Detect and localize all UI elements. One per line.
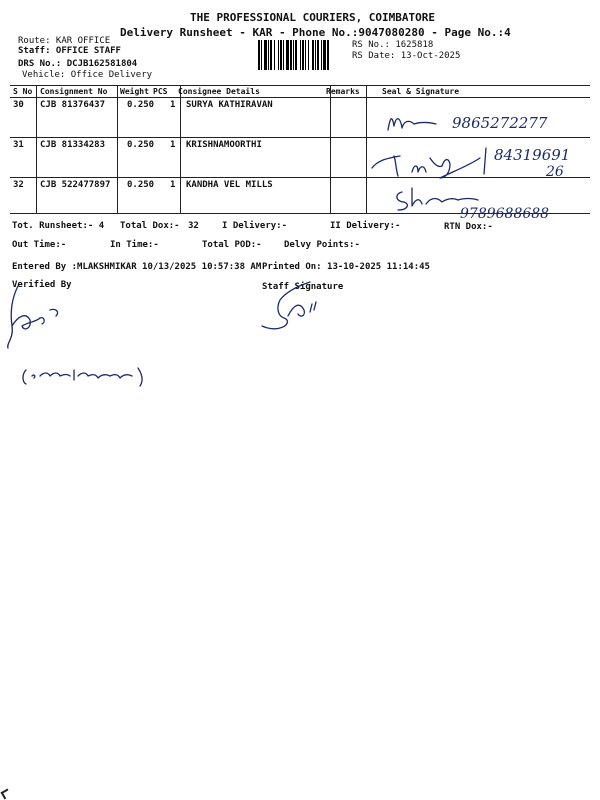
total-pod: Total POD:-	[202, 240, 262, 250]
cell-pcs: 1	[170, 180, 176, 190]
col-divider	[330, 85, 331, 213]
col-header-pcs: PCS	[153, 87, 168, 96]
delvy-points: Delvy Points:-	[284, 240, 360, 250]
i-delivery: I Delivery:-	[222, 221, 288, 231]
cell-weight: 0.250	[127, 140, 155, 150]
col-header-weight: Weight	[120, 87, 149, 96]
col-header-details: Consignee Details	[178, 87, 260, 96]
total-dox-value: 32	[188, 221, 199, 231]
staff-signature	[258, 278, 338, 332]
rs-number: RS No.: 1625818	[352, 40, 434, 50]
row31-signature	[368, 142, 583, 182]
cell-weight: 0.250	[127, 100, 155, 110]
row30-signature	[380, 108, 580, 140]
tot-runsheet: Tot. Runsheet:- 4	[12, 221, 105, 231]
row31-phone-b: 26	[546, 164, 564, 180]
cell-sno: 32	[13, 180, 24, 190]
col-header-sign: Seal & Signature	[382, 87, 460, 96]
cell-sno: 31	[13, 140, 24, 150]
table-top-border	[10, 85, 590, 86]
verified-signature	[4, 282, 74, 350]
staff-label: Staff: OFFICE STAFF	[18, 46, 121, 56]
col-divider	[180, 85, 181, 213]
verifier-handwritten-name	[20, 364, 160, 388]
cell-sno: 30	[13, 100, 24, 110]
rtn-dox: RTN Dox:-	[444, 222, 493, 232]
table-header-border	[10, 97, 590, 98]
col-header-sno: S No	[13, 87, 33, 96]
staff-signature-label: Staff Signature	[262, 282, 344, 292]
col-divider	[36, 85, 37, 213]
row31-phone-a: 84319691	[494, 146, 571, 164]
in-time: In Time:-	[110, 240, 159, 250]
corner-mark	[1, 789, 12, 800]
col-header-consignment: Consignment No	[40, 87, 108, 96]
row32-signature	[392, 184, 592, 224]
row30-phone: 9865272277	[452, 114, 548, 132]
col-header-remarks: Remarks	[326, 87, 360, 96]
cell-consignment: CJB 522477897	[40, 180, 111, 190]
route-label: Route: KAR OFFICE	[18, 36, 111, 46]
cell-consignment: CJB 81376437	[40, 100, 106, 110]
cell-pcs: 1	[170, 140, 176, 150]
entered-by: Entered By :MLAKSHMIKAR 10/13/2025 10:57:38 AM	[12, 262, 262, 272]
verified-by-label: Verified By	[12, 280, 72, 290]
cell-details: SURYA KATHIRAVAN	[186, 100, 273, 110]
printed-on: Printed On: 13-10-2025 11:14:45	[262, 262, 430, 272]
company-title: THE PROFESSIONAL COURIERS, COIMBATORE	[190, 11, 436, 24]
vehicle-label: Vehicle: Office Delivery	[22, 70, 153, 80]
cell-consignment: CJB 81334283	[40, 140, 106, 150]
runsheet-subtitle: Delivery Runsheet - KAR - Phone No.:9047080280 - Page No.:4	[120, 26, 511, 39]
barcode-bar	[327, 40, 329, 70]
barcode	[258, 40, 350, 70]
cell-weight: 0.250	[127, 180, 155, 190]
col-divider	[117, 85, 118, 213]
cell-details: KANDHA VEL MILLS	[186, 180, 273, 190]
col-divider	[366, 85, 367, 213]
cell-pcs: 1	[170, 100, 176, 110]
row32-phone: 9789688688	[460, 206, 550, 222]
ii-delivery: II Delivery:-	[330, 221, 401, 231]
rs-date: RS Date: 13-Oct-2025	[352, 51, 461, 61]
out-time: Out Time:-	[12, 240, 67, 250]
drs-number: DRS No.: DCJB162581804	[18, 59, 138, 69]
total-dox-label: Total Dox:-	[120, 221, 180, 231]
cell-details: KRISHNAMOORTHI	[186, 140, 262, 150]
